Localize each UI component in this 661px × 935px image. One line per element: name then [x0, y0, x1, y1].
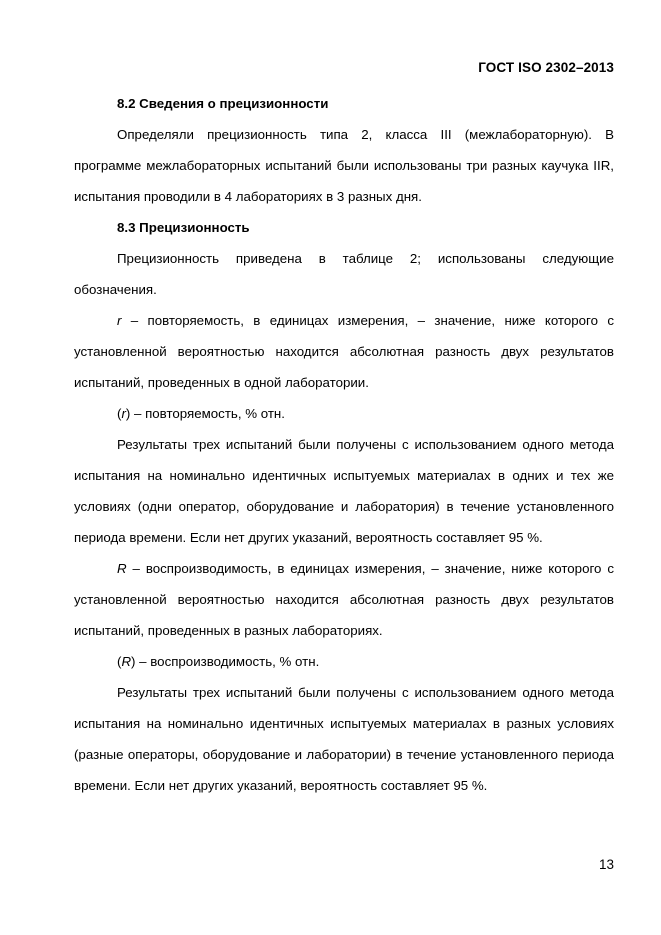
repeatability-percent	[74, 398, 614, 429]
paren-open: (	[117, 406, 122, 421]
section-8-2-paragraph: Определяли прецизионность типа 2, класса III (межлабораторную). В программе межлабораторных испытаний были использованы три разных каучука IIR, испытания проводили в 4 лабораториях в 3 разных дня.	[74, 127, 614, 204]
symbol-r-percent: r	[121, 406, 126, 421]
section-8-2-heading: 8.2 Сведения о прецизионности	[117, 96, 329, 111]
paren-open-R: (	[117, 654, 122, 669]
symbol-R: R	[117, 561, 127, 576]
symbol-R-percent: R	[121, 654, 132, 669]
repeatability-definition-text: – повторяемость, в единицах измерения, – значение, ниже которого с установленной вероятностью находится абсолютная разность двух результатов испытаний, проведенных в одной лаборатории.	[74, 313, 614, 390]
section-8-3-heading: 8.3 Прецизионность	[117, 220, 250, 235]
reproducibility-percent-text: ) – воспроизводимость, % отн.	[131, 654, 320, 669]
symbol-r: r	[117, 313, 122, 328]
reproducibility-conditions-paragraph: Результаты трех испытаний были получены с использованием одного метода испытания на номинально идентичных испытуемых материалах в разных условиях (разные операторы, оборудование и лаборатории) в течение установленного периода времени. Если нет других указаний, вероятность составляет 95 %.	[74, 685, 614, 793]
repeatability-definition	[74, 305, 614, 398]
document-header: ГОСТ ISO 2302–2013	[478, 60, 614, 75]
precision-intro-paragraph: Прецизионность приведена в таблице 2; использованы следующие обозначения.	[74, 251, 614, 297]
repeatability-percent-text: ) – повторяемость, % отн.	[125, 406, 285, 421]
reproducibility-definition	[74, 553, 614, 646]
document-body	[74, 88, 614, 801]
page-number: 13	[598, 857, 614, 872]
repeatability-conditions-paragraph: Результаты трех испытаний были получены с использованием одного метода испытания на номинально идентичных испытуемых материалах в одних и тех же условиях (одни оператор, оборудование и лаборатория) в течение установленного периода времени. Если нет других указаний, вероятность составляет 95 %.	[74, 437, 614, 545]
reproducibility-definition-text: – воспроизводимость, в единицах измерения, – значение, ниже которого с установленной вероятностью находится абсолютная разность двух результатов испытаний, проведенных в разных лабораториях.	[74, 561, 614, 638]
reproducibility-percent	[74, 646, 614, 677]
